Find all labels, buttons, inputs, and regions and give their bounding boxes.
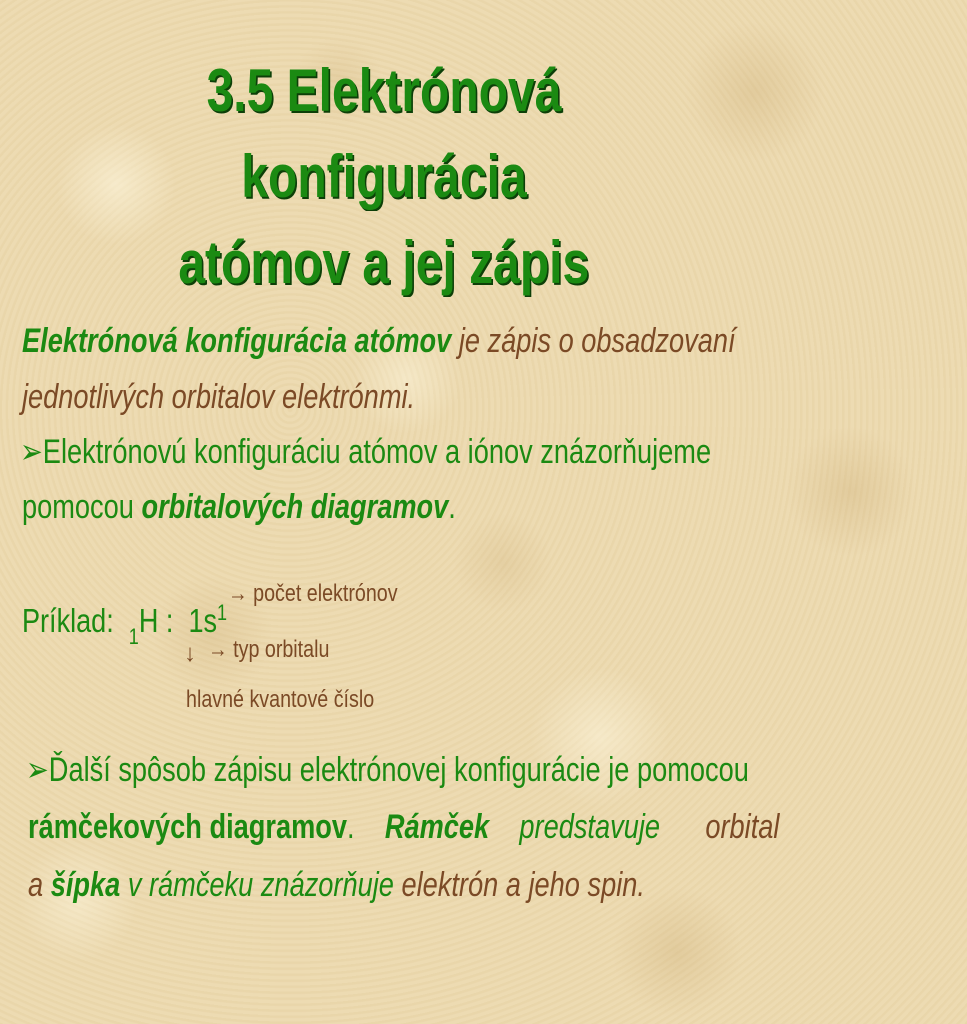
definition-line-2 xyxy=(22,378,513,417)
note-orbital-type: → typ orbitalu xyxy=(208,636,330,663)
represents-text: predstavuje xyxy=(519,808,661,846)
note-electron-count: → počet elektrónov xyxy=(228,580,398,607)
bullet-2-line-1 xyxy=(26,750,930,790)
bullet-1-period: . xyxy=(448,488,456,526)
down-arrow-icon: ↓ xyxy=(184,640,196,667)
bullet-1-prefix: pomocou xyxy=(22,488,142,526)
definition-continuation: jednotlivých orbitalov elektrónmi. xyxy=(22,378,416,416)
orbital-diagrams-term: orbitalových diagramov xyxy=(141,488,449,526)
note-principal-quantum-number: hlavné kvantové číslo xyxy=(186,686,375,713)
in-box-text: v rámčeku znázorňuje xyxy=(127,866,394,904)
title-line-1: 3.5 Elektrónová konfigurácia xyxy=(206,57,562,210)
definition-line-1 xyxy=(22,322,914,361)
bullet-1-line-2 xyxy=(22,488,564,527)
box-term: Rámček xyxy=(384,808,490,846)
box-diagrams-term: rámčekových diagramov xyxy=(28,808,348,846)
electron-count: 1 xyxy=(217,600,228,625)
bullet-arrow-icon: ➢ xyxy=(20,433,43,471)
title-line-2: atómov a jej zápis xyxy=(178,229,590,296)
bullet-2-text: Ďalší spôsob zápisu elektrónovej konfigurácie je pomocou xyxy=(48,751,749,789)
definition-rest: je zápis o obsadzovaní xyxy=(451,322,736,360)
slide-title xyxy=(0,48,768,306)
atomic-number: 1 xyxy=(128,623,139,649)
bullet-2-line-2 xyxy=(28,808,967,847)
electron-spin-text: elektrón a jeho spin. xyxy=(401,866,645,904)
definition-term: Elektrónová konfigurácia atómov xyxy=(22,322,452,360)
orbital-notation: 1s xyxy=(188,602,218,639)
bullet-2-period: . xyxy=(347,808,355,846)
bullet-1-line-1 xyxy=(20,432,884,472)
bullet-arrow-icon: ➢ xyxy=(26,751,49,789)
bullet-2-line-3 xyxy=(28,866,799,905)
orbital-text: orbital xyxy=(705,808,780,846)
element-symbol: H : xyxy=(138,602,174,639)
arrow-term: šípka xyxy=(50,866,121,904)
bullet-1-text: Elektrónovú konfiguráciu atómov a iónov znázorňujeme xyxy=(42,433,712,471)
example-label: Príklad: xyxy=(22,602,114,639)
and-text: a xyxy=(28,866,44,904)
